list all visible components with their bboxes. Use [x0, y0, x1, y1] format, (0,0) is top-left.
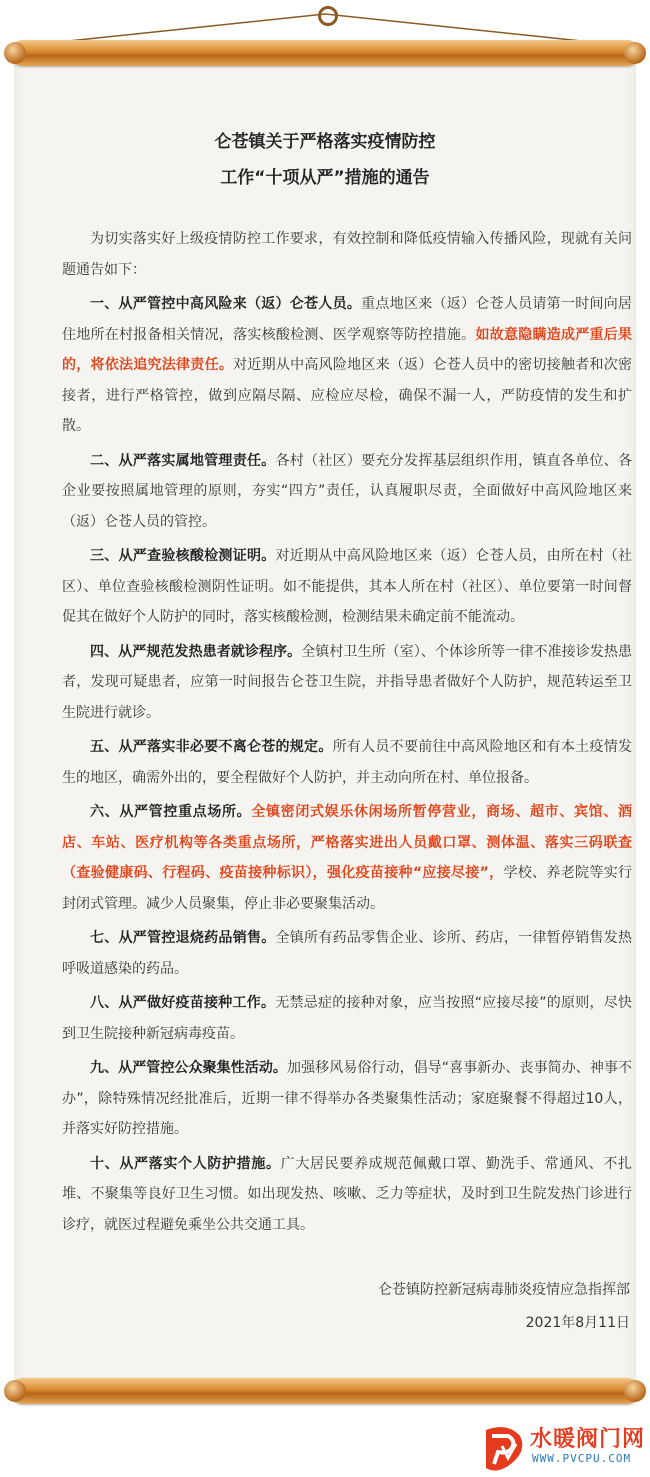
- notice-item: [62, 732, 632, 793]
- notice-item-text: 所有人员不要前往中高风险地区和有本土疫情发生的地区，确需外出的，要全程做好个人防护，并主动向所在村、单位报备。: [62, 739, 632, 786]
- notice-item-highlight: 如故意隐瞒造成严重后果的，将依法追究法律责任。: [62, 326, 633, 373]
- notice-title-line2: 工作“十项从严”措施的通告: [220, 168, 430, 188]
- notice-item-heading: 四、从严规范发热患者就诊程序。: [90, 643, 302, 660]
- notice-item-heading: 一、从严管控中高风险来（返）仑苍人员。: [90, 296, 362, 312]
- intro-paragraph: 为切实落实好上级疫情防控工作要求，有效控制和降低疫情输入传播风险，现就有关问题通告如下：: [62, 231, 632, 278]
- notice-item-heading: 二、从严落实属地管理责任。: [90, 452, 276, 469]
- notice-item: [62, 923, 632, 984]
- notice-item-text: 无禁忌症的接种对象，应当按照“应接尽接”的原则，尽快到卫生院接种新冠病毒疫苗。: [62, 995, 632, 1042]
- signature: 仑苍镇防控新冠病毒肺炎疫情应急指挥部: [378, 1282, 630, 1298]
- notice-item: [62, 1053, 632, 1145]
- notice-items: [62, 289, 632, 1240]
- notice-item-text: 对近期从中高风险地区来（返）仑苍人员，由所在村（社区）、单位查验核酸检测阴性证明。如不能提供，其本人所在村（社区）、单位要第一时间督促其在做好个人防护的同时，落实核酸检测，检测结果未确定前不能流动。: [62, 548, 633, 625]
- notice-item-heading: 八、从严做好疫苗接种工作。: [90, 995, 276, 1011]
- notice-item-text: 各村（社区）要充分发挥基层组织作用，镇直各单位、各企业要按照属地管理的原则，夯实“四方”责任，认真履职尽责，全面做好中高风险地区来（返）仑苍人员的管控。: [62, 452, 633, 530]
- notice-item-text: 全镇所有药品零售企业、诊所、药店，一律暂停销售发热呼吸道感染的药品。: [62, 930, 633, 977]
- top-scroll-rod: [10, 40, 640, 66]
- rod-knob-right: [624, 1380, 646, 1402]
- notice-item: [62, 446, 632, 538]
- notice-item-highlight: 全镇密闭式娱乐休闲场所暂停营业，商场、超市、宾馆、酒店、车站、医疗机构等各类重点场所，严格落实进出人员戴口罩、测体温、落实三码联查（查验健康码、行程码、疫苗接种标识），强化疫苗接种“应接尽接”，: [62, 804, 633, 881]
- notice-item-text: 学校、养老院等实行封闭式管理。减少人员聚集，停止非必要聚集活动。: [62, 865, 633, 912]
- rod-knob-right: [624, 42, 646, 64]
- notice-item-text: 全镇村卫生所（室）、个体诊所等一律不准接诊发热患者，发现可疑患者，应第一时间报告仑苍卫生院，并指导患者做好个人防护，规范转运至卫生院进行就诊。: [62, 643, 633, 721]
- notice-date: 2021年8月11日: [525, 1315, 630, 1331]
- notice-item-heading: 五、从严落实非必要不离仑苍的规定。: [90, 739, 333, 755]
- notice-item-text: 广大居民要养成规范佩戴口罩、勤洗手、常通风、不扎堆、不聚集等良好卫生习惯。如出现发热、咳嗽、乏力等症状，及时到卫生院发热门诊进行诊疗，就医过程避免乘坐公共交通工具。: [62, 1155, 633, 1233]
- notice-item-heading: 三、从严查验核酸检测证明。: [90, 548, 276, 564]
- notice-body: [62, 224, 632, 1244]
- rod-knob-left: [4, 1380, 26, 1402]
- watermark-brand: 水暖阀门网: [530, 1427, 646, 1452]
- notice-item-heading: 十、从严落实个人防护措施。: [90, 1155, 281, 1172]
- pv-logo-icon: [478, 1422, 528, 1474]
- notice-title-line1: 仑苍镇关于严格落实疫情防控: [214, 132, 436, 152]
- watermark-url: WWW.PVCPU.COM: [532, 1452, 632, 1465]
- rod-knob-left: [4, 42, 26, 64]
- bottom-scroll-rod: [10, 1378, 640, 1404]
- notice-item: [62, 797, 632, 919]
- hanging-hook: [318, 6, 338, 26]
- notice-item: [62, 637, 632, 729]
- notice-item: [62, 289, 632, 442]
- notice-item-text: 对近期从中高风险地区来（返）仑苍人员中的密切接触者和次密接者，进行严格管控，做到应隔尽隔、应检应尽检，确保不漏一人，严防疫情的发生和扩散。: [62, 357, 632, 434]
- notice-item: [62, 541, 632, 633]
- notice-item: [62, 988, 632, 1049]
- watermark-logo: [478, 1422, 648, 1474]
- notice-item-heading: 六、从严管控重点场所。: [90, 804, 252, 820]
- notice-item-text: 重点地区来（返）仑苍人员请第一时间向居住地所在村报备相关情况，落实核酸检测、医学观察等防控措施。: [62, 296, 633, 343]
- notice-item-text: 加强移风易俗行动，倡导“喜事新办、丧事简办、神事不办”，除特殊情况经批准后，近期一律不得举办各类聚集性活动；家庭聚餐不得超过10人，并落实好防控措施。: [62, 1060, 632, 1137]
- notice-item: [62, 1149, 632, 1241]
- notice-item-heading: 七、从严管控退烧药品销售。: [90, 930, 276, 946]
- notice-item-heading: 九、从严管控公众聚集性活动。: [90, 1060, 288, 1076]
